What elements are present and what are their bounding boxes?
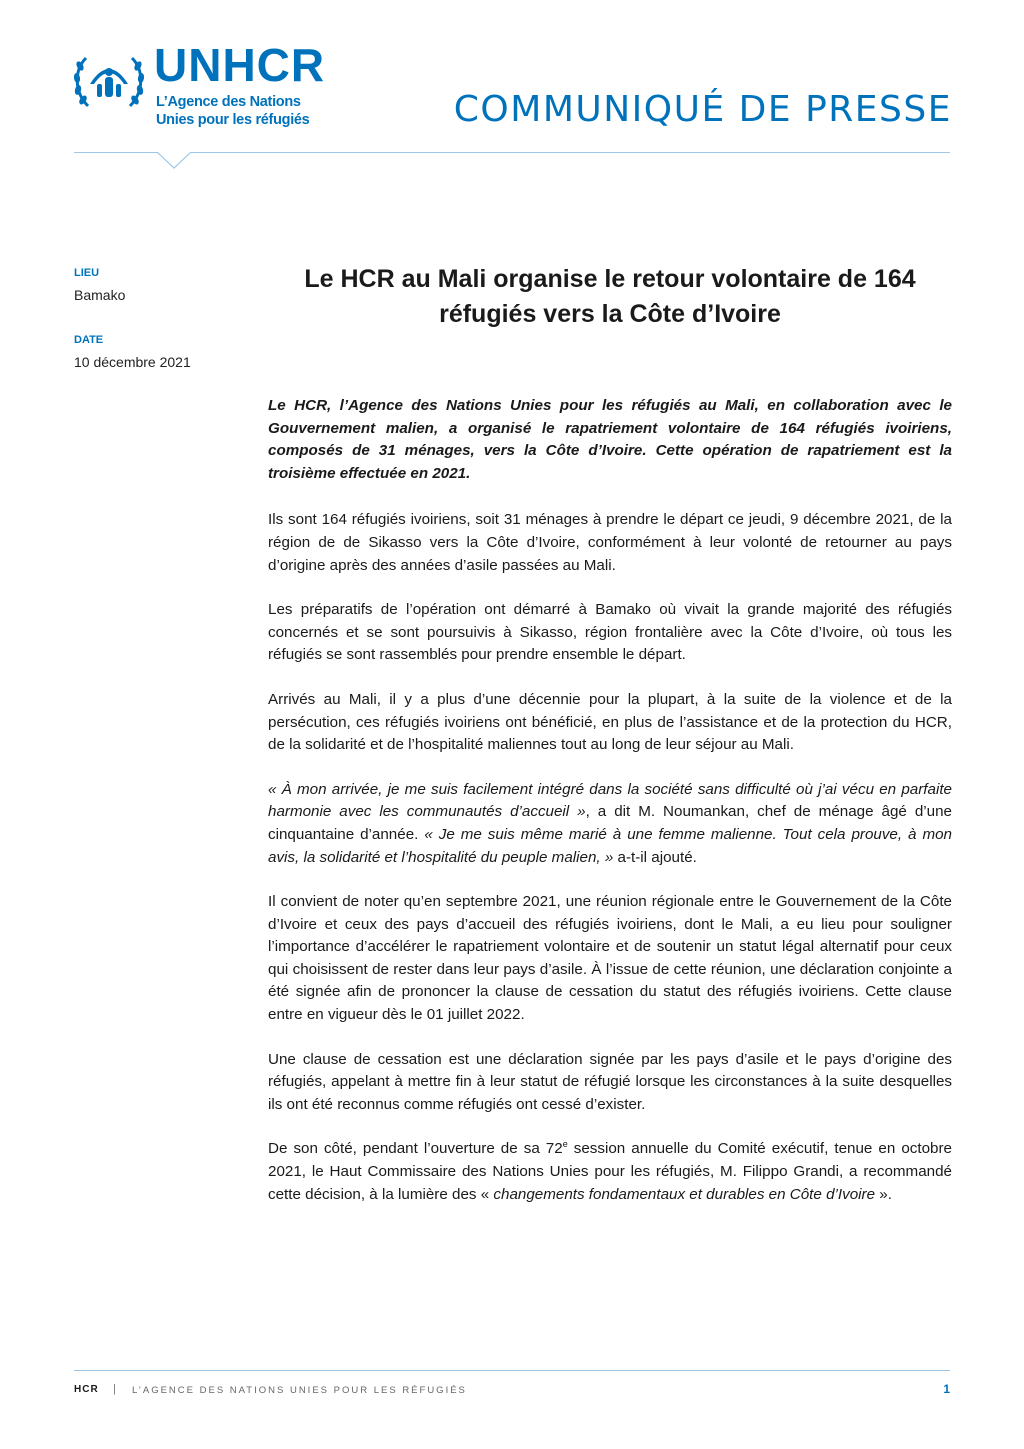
quote-end: a-t-il ajouté. bbox=[613, 848, 697, 866]
article-body bbox=[268, 395, 952, 1228]
paragraph-3: Arrivés au Mali, il y a plus d’une décennie pour la plupart, à la suite de la violence et de la persécution, ces réfugiés ivoiriens ont bénéficié, en plus de l’assistance et de la protection du HCR, de la solidarité et de l’hospitalité maliennes tout au long de leur séjour au Mali. bbox=[268, 690, 952, 754]
paragraph-6: Une clause de cessation est une déclaration signée par les pays d’asile et le pays d’origine des réfugiés, appelant à mettre fin à leur statut de réfugié lorsque les circonstances à la suite desquelles ils ont été reconnus comme réfugiés ont cessé d’exister. bbox=[268, 1050, 952, 1113]
paragraph-2: Les préparatifs de l’opération ont démarré à Bamako où vivait la grande majorité des réfugiés concernés et se sont poursuivis à Sikasso, région frontalière avec la Côte d’Ivoire, où tous les réfugiés se sont rassemblés pour prendre ensemble le départ. bbox=[268, 601, 952, 664]
paragraph-7 bbox=[268, 1138, 952, 1206]
document-type-heading: COMMUNIQUÉ DE PRESSE bbox=[453, 89, 952, 130]
meta-date bbox=[74, 335, 244, 369]
p7-quote: changements fondamentaux et durables en Côte d’Ivoire bbox=[493, 1185, 876, 1203]
date-label: DATE bbox=[74, 334, 104, 346]
footer-separator: | bbox=[113, 1383, 116, 1395]
header-divider bbox=[74, 152, 950, 153]
page-number: 1 bbox=[943, 1382, 950, 1396]
p7-part-a: De son côté, pendant l’ouverture de sa 72 bbox=[268, 1140, 563, 1158]
p7-part-b: session annuelle du Comité exécutif, tenue en octobre 2021, le Haut Commissaire des Nations Unies pour les réfugiés, M. Filippo Grandi, a recommandé cette décision, à la lumière des « bbox=[268, 1140, 952, 1203]
logo-wordmark: UNHCR bbox=[154, 39, 326, 91]
footer-divider bbox=[74, 1370, 950, 1371]
meta-location bbox=[74, 268, 244, 302]
paragraph-5: Il convient de noter qu’en septembre 2021, une réunion régionale entre le Gouvernement de la Côte d’Ivoire et ceux des pays d’accueil des réfugiés ivoiriens, dont le Mali, a eu lieu pour souligner l’importance d’accélérer le rapatriement volontaire et de soutenir un statut légal alternatif pour ceux qui choisissent de rester dans leur pays d’asile. À l’issue de cette réunion, une déclaration conjointe a été signée afin de prononcer la clause de cessation du statut des réfugiés ivoiriens. Cette clause entre en vigueur dès le 01 juillet 2022. bbox=[268, 893, 952, 1024]
unhcr-logo bbox=[70, 39, 350, 136]
unhcr-emblem-icon bbox=[70, 50, 148, 112]
header-notch-icon bbox=[156, 151, 192, 171]
date-value: 10 décembre 2021 bbox=[74, 354, 191, 370]
quote-1: « À mon arrivée, je me suis facilement intégré dans la société sans difficulté où j’ai vécu en parfaite harmonie avec les communautés d’accueil » bbox=[268, 780, 952, 821]
quote-2: « Je me suis même marié à une femme malienne. Tout cela prouve, à mon avis, la solidarité et l’hospitalité du peuple malien, » bbox=[268, 825, 952, 866]
location-value: Bamako bbox=[74, 287, 126, 303]
footer-agency: L’AGENCE DES NATIONS UNIES POUR LES RÉFUGIÉS bbox=[132, 1385, 467, 1396]
article-title: Le HCR au Mali organise le retour volontaire de 164 réfugiés vers la Côte d’Ivoire bbox=[304, 265, 916, 328]
footer-org: HCR bbox=[74, 1384, 99, 1395]
quote-attribution: , a dit M. Noumankan, chef de ménage âgé d’une cinquantaine d’année. bbox=[268, 803, 952, 843]
p7-part-c: ». bbox=[875, 1185, 892, 1203]
p7-superscript: e bbox=[562, 1139, 568, 1150]
quote-paragraph bbox=[268, 779, 952, 869]
paragraph-1: Ils sont 164 réfugiés ivoiriens, soit 31 ménages à prendre le départ ce jeudi, 9 décembre 2021, de la région de de Sikasso vers la Côte d’Ivoire, conformément à leur volonté de retourner au pays d’origine après des années d’asile passées au Mali. bbox=[268, 511, 952, 574]
logo-tagline-line2: Unies pour les réfugiés bbox=[156, 112, 310, 128]
location-label: LIEU bbox=[74, 267, 100, 279]
lead-paragraph: Le HCR, l’Agence des Nations Unies pour les réfugiés au Mali, en collaboration avec le Gouvernement malien, a organisé le rapatriement volontaire de 164 réfugiés ivoiriens, composés de 31 ménages, vers la Côte d’Ivoire. Cette opération de rapatriement est la troisième effectuée en 2021. bbox=[268, 397, 952, 482]
logo-tagline-line1: L’Agence des Nations bbox=[156, 94, 301, 110]
